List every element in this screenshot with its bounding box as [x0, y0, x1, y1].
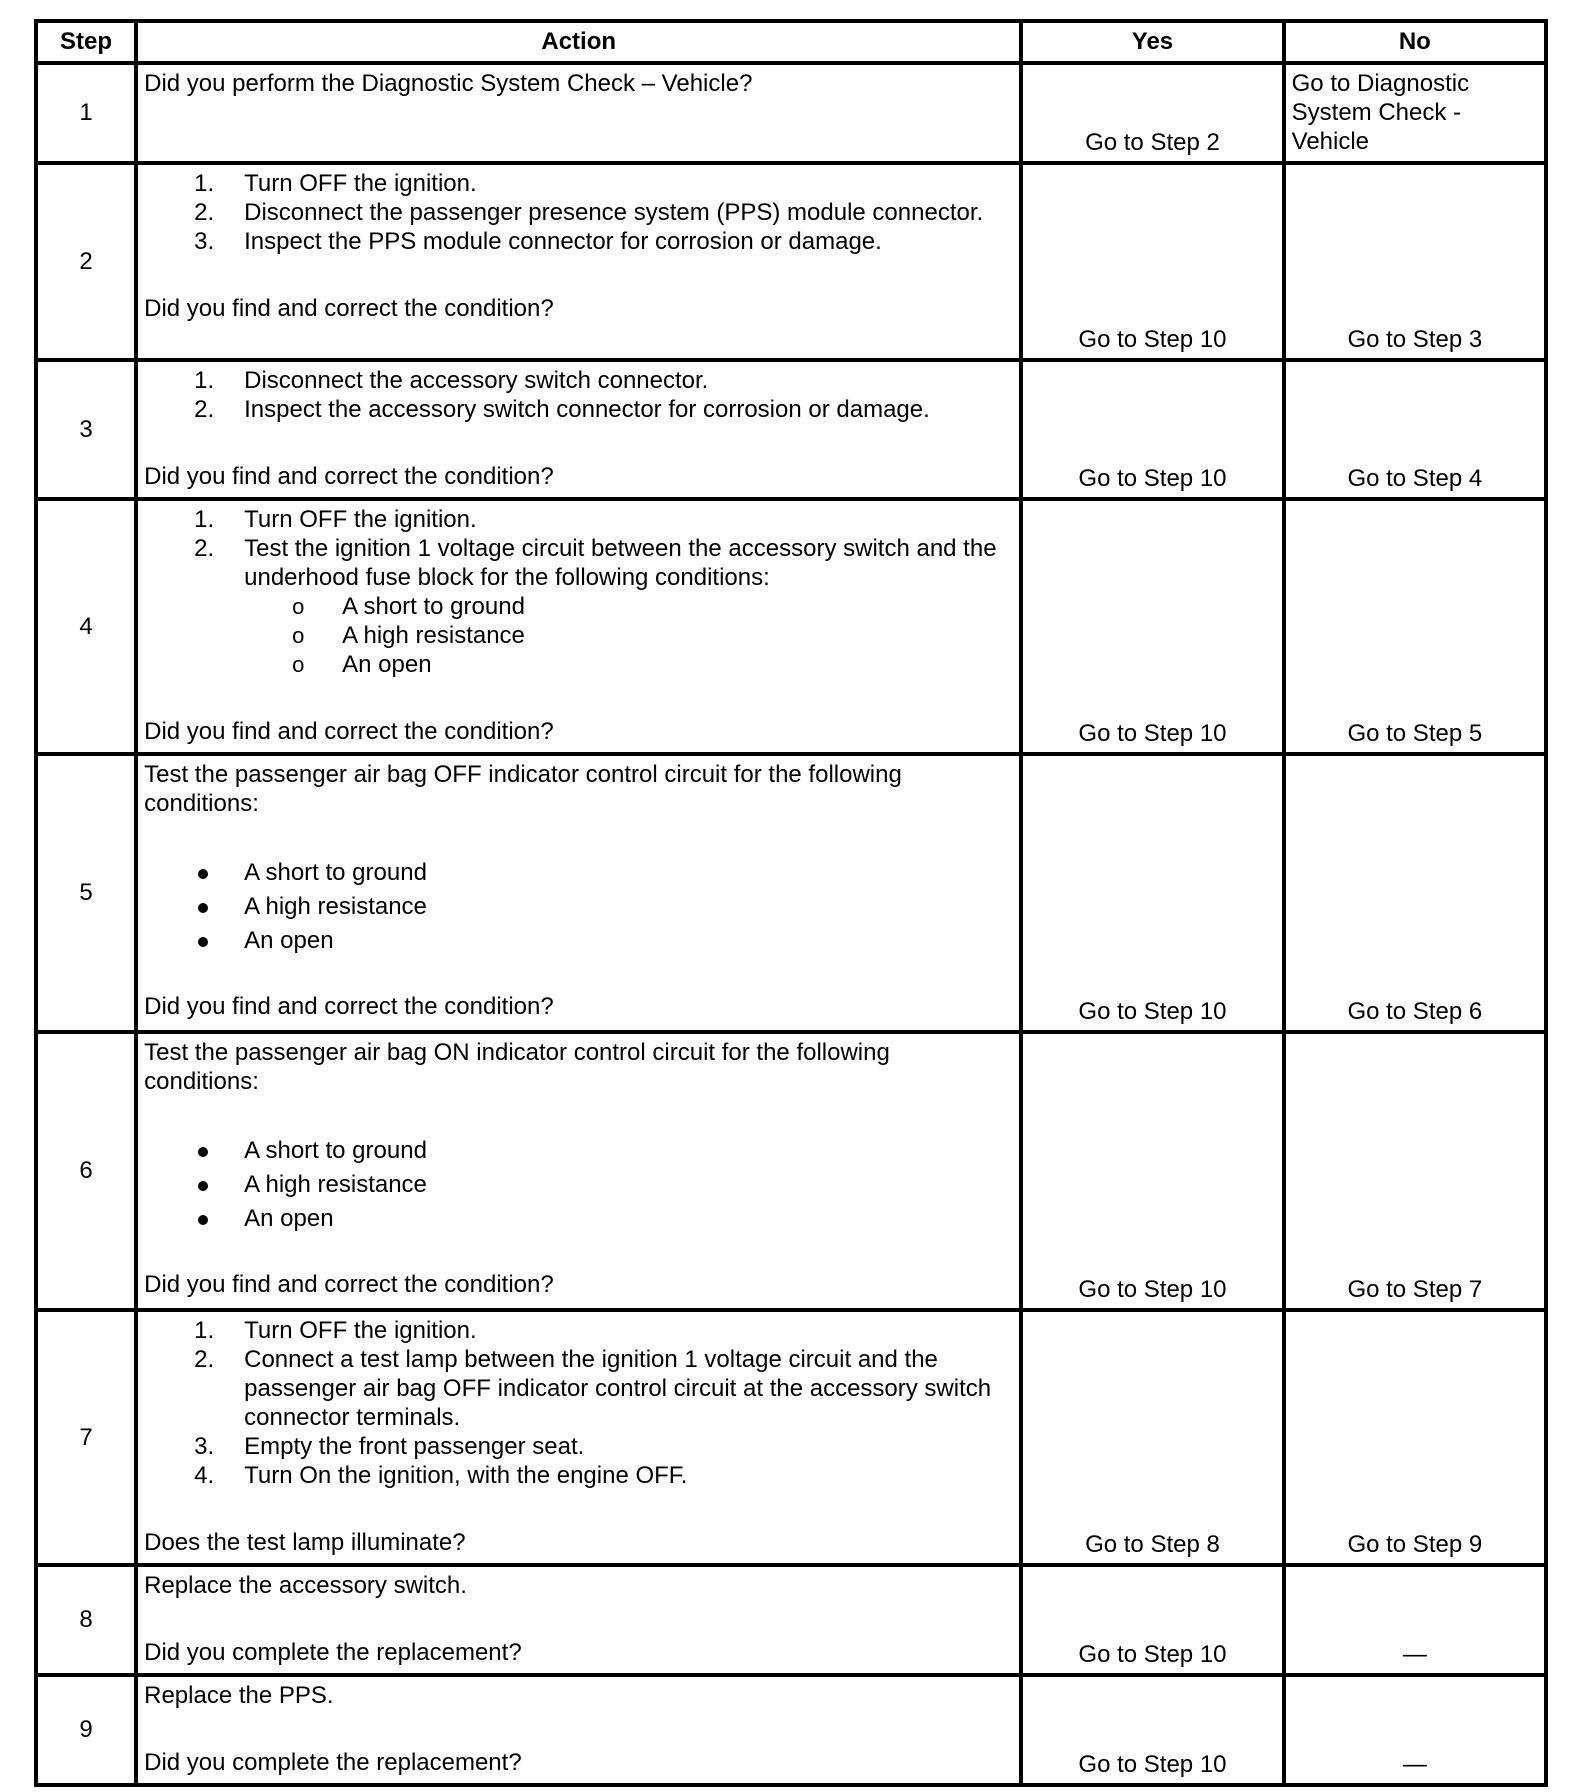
list-item: A short to ground — [144, 856, 1009, 890]
list-item: An open — [144, 924, 1009, 958]
action-question: Did you perform the Diagnostic System Check – Vehicle? — [144, 70, 753, 97]
bullet-list — [144, 856, 1009, 958]
bullet-list — [144, 1134, 1009, 1236]
list-item: 3. Empty the front passenger seat. — [194, 1433, 585, 1460]
list-item: 1. Disconnect the accessory switch connector. — [194, 367, 709, 394]
step-number: 8 — [36, 1565, 136, 1675]
action-intro: Test the passenger air bag ON indicator control circuit for the following conditions: — [144, 1039, 890, 1095]
action-intro: Test the passenger air bag OFF indicator control circuit for the following conditions: — [144, 761, 902, 817]
no-cell: Go to Step 4 — [1284, 360, 1546, 499]
no-cell: Go to Step 6 — [1284, 754, 1546, 1032]
action-question: Does the test lamp illuminate? — [144, 1529, 466, 1556]
step-number: 2 — [36, 163, 136, 360]
list-item: A short to ground — [144, 1134, 1009, 1168]
action-question: Did you find and correct the condition? — [144, 463, 554, 490]
header-action: Action — [136, 21, 1021, 63]
table-row — [36, 1310, 1546, 1565]
table-row — [36, 1565, 1546, 1675]
list-item: 2. Connect a test lamp between the ignition 1 voltage circuit and the passenger air bag OFF indicator control circuit at the accessory switch connector terminals. — [194, 1346, 992, 1431]
no-cell: Go to Diagnostic System Check - Vehicle — [1284, 63, 1546, 163]
table-row — [36, 1675, 1546, 1785]
yes-cell: Go to Step 10 — [1021, 360, 1283, 499]
list-item: An open — [144, 1202, 1009, 1236]
yes-cell: Go to Step 10 — [1021, 163, 1283, 360]
action-cell — [136, 63, 1021, 163]
list-item: 1. Turn OFF the ignition. — [194, 170, 477, 197]
list-item: 3. Inspect the PPS module connector for corrosion or damage. — [194, 228, 882, 255]
action-intro: Replace the accessory switch. — [144, 1572, 467, 1599]
table-row — [36, 499, 1546, 754]
header-no: No — [1284, 21, 1546, 63]
action-question: Did you find and correct the condition? — [144, 1271, 554, 1298]
list-item: 2. Inspect the accessory switch connector for corrosion or damage. — [194, 396, 930, 423]
step-number: 9 — [36, 1675, 136, 1785]
step-number: 5 — [36, 754, 136, 1032]
numbered-list — [144, 505, 1009, 679]
action-question: Did you complete the replacement? — [144, 1639, 522, 1666]
sub-list-item: o A high resistance — [292, 622, 525, 649]
action-question: Did you find and correct the condition? — [144, 993, 554, 1020]
list-item: 2. Disconnect the passenger presence system (PPS) module connector. — [194, 199, 984, 226]
action-cell — [136, 1675, 1021, 1785]
action-intro: Replace the PPS. — [144, 1682, 334, 1709]
numbered-list — [144, 1316, 1009, 1490]
numbered-list — [144, 366, 1009, 424]
header-row — [36, 21, 1546, 63]
yes-cell: Go to Step 10 — [1021, 499, 1283, 754]
no-cell: Go to Step 9 — [1284, 1310, 1546, 1565]
list-item: 4. Turn On the ignition, with the engine OFF. — [194, 1462, 688, 1489]
step-number: 3 — [36, 360, 136, 499]
table-row — [36, 360, 1546, 499]
action-cell — [136, 754, 1021, 1032]
action-question: Did you find and correct the condition? — [144, 718, 554, 745]
yes-cell: Go to Step 10 — [1021, 1032, 1283, 1310]
action-cell — [136, 499, 1021, 754]
table-row — [36, 754, 1546, 1032]
action-cell — [136, 1310, 1021, 1565]
list-item: A high resistance — [144, 1168, 1009, 1202]
list-item: A high resistance — [144, 890, 1009, 924]
sub-list-item: o A short to ground — [292, 593, 525, 620]
no-cell: Go to Step 5 — [1284, 499, 1546, 754]
sub-list — [242, 592, 1009, 679]
action-cell — [136, 1032, 1021, 1310]
list-item: 2. Test the ignition 1 voltage circuit between the accessory switch and the underhood fuse block for the following conditions: o A short to ground o A high resistance o An open — [144, 534, 1009, 679]
diagnostic-table — [34, 19, 1548, 1787]
yes-cell: Go to Step 10 — [1021, 1675, 1283, 1785]
no-cell: Go to Step 3 — [1284, 163, 1546, 360]
no-cell: Go to Step 7 — [1284, 1032, 1546, 1310]
no-cell: — — [1284, 1565, 1546, 1675]
action-cell — [136, 1565, 1021, 1675]
yes-cell: Go to Step 8 — [1021, 1310, 1283, 1565]
header-yes: Yes — [1021, 21, 1283, 63]
list-item: 1. Turn OFF the ignition. — [194, 506, 477, 533]
sub-list-item: o An open — [292, 651, 432, 678]
yes-cell: Go to Step 2 — [1021, 63, 1283, 163]
step-number: 6 — [36, 1032, 136, 1310]
table-row — [36, 1032, 1546, 1310]
action-question: Did you complete the replacement? — [144, 1749, 522, 1776]
table-row — [36, 63, 1546, 163]
yes-cell: Go to Step 10 — [1021, 754, 1283, 1032]
header-step: Step — [36, 21, 136, 63]
no-cell: — — [1284, 1675, 1546, 1785]
step-number: 7 — [36, 1310, 136, 1565]
action-cell — [136, 360, 1021, 499]
step-number: 4 — [36, 499, 136, 754]
step-number: 1 — [36, 63, 136, 163]
table-row — [36, 163, 1546, 360]
list-item: 1. Turn OFF the ignition. — [194, 1317, 477, 1344]
action-cell — [136, 163, 1021, 360]
yes-cell: Go to Step 10 — [1021, 1565, 1283, 1675]
numbered-list — [144, 169, 1009, 256]
action-question: Did you find and correct the condition? — [144, 295, 554, 322]
